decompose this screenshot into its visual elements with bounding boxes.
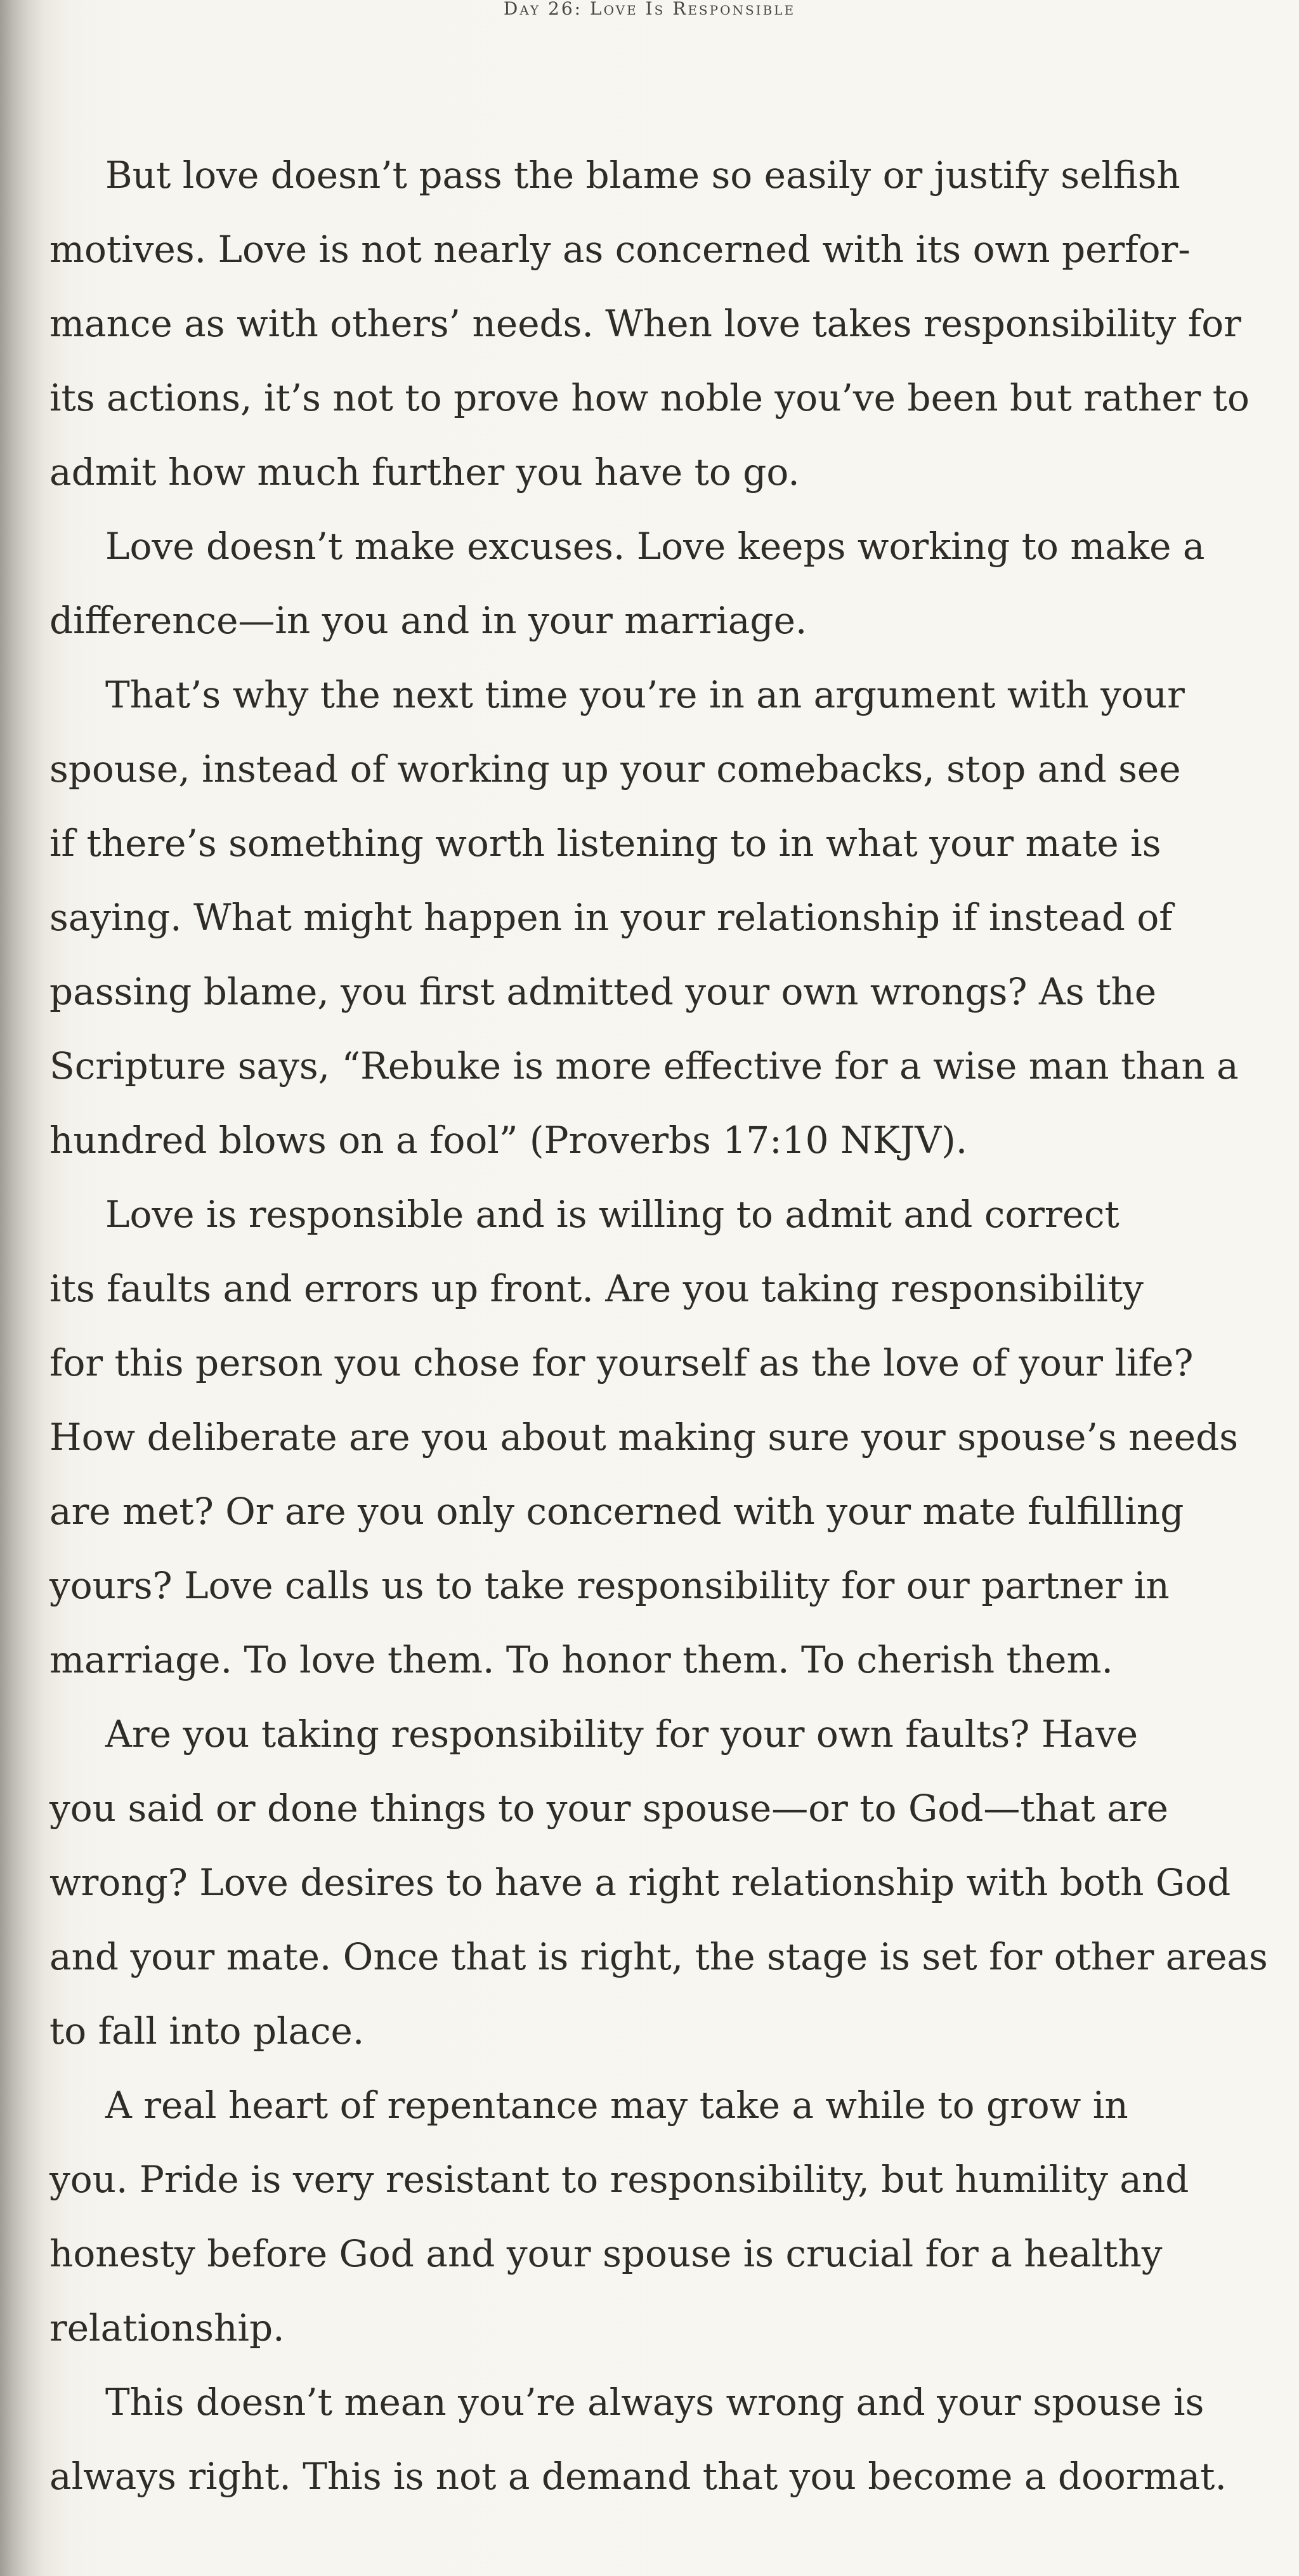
text-line: honesty before God and your spouse is crucial for a healthy <box>49 2232 1163 2275</box>
text-line: yours? Love calls us to take responsibility for our partner in <box>49 1564 1170 1607</box>
text-line: its actions, it’s not to prove how noble you’ve been but rather to <box>49 376 1250 419</box>
text-line: A real heart of repentance may take a while to grow in <box>105 2084 1128 2127</box>
text-line: are met? Or are you only concerned with your mate fulfilling <box>49 1490 1184 1533</box>
text-line: difference—in you and in your marriage. <box>49 599 807 642</box>
text-line: Are you taking responsibility for your own faults? Have <box>105 1712 1139 1756</box>
text-line: admit how much further you have to go. <box>49 450 800 494</box>
text-line: marriage. To love them. To honor them. To cherish them. <box>49 1638 1113 1681</box>
text-line: for this person you chose for yourself as the love of your life? <box>49 1341 1194 1384</box>
text-line: and your mate. Once that is right, the stage is set for other areas <box>49 1935 1268 1978</box>
text-line: passing blame, you first admitted your own wrongs? As the <box>49 970 1157 1013</box>
running-header: Day 26: Love Is Responsible <box>503 0 796 19</box>
text-line: Scripture says, “Rebuke is more effective for a wise man than a <box>49 1044 1239 1088</box>
text-line: That’s why the next time you’re in an argument with your <box>105 673 1185 716</box>
text-line: you. Pride is very resistant to responsibility, but humility and <box>49 2158 1189 2201</box>
text-line: always right. This is not a demand that you become a doormat. <box>49 2455 1227 2498</box>
text-line: you said or done things to your spouse—or to God—that are <box>49 1787 1168 1830</box>
text-line: its faults and errors up front. Are you taking responsibility <box>49 1267 1144 1310</box>
text-line: Love is responsible and is willing to admit and correct <box>105 1193 1119 1236</box>
text-line: mance as with others’ needs. When love takes responsibility for <box>49 302 1241 345</box>
text-line: spouse, instead of working up your comebacks, stop and see <box>49 747 1181 791</box>
body-text <box>49 138 1268 2514</box>
text-line: relationship. <box>49 2306 285 2349</box>
text-line: How deliberate are you about making sure your spouse’s needs <box>49 1416 1239 1459</box>
text-line: if there’s something worth listening to in what your mate is <box>49 822 1161 865</box>
text-line: wrong? Love desires to have a right relationship with both God <box>49 1861 1231 1904</box>
text-line: to fall into place. <box>49 2009 365 2053</box>
text-line: But love doesn’t pass the blame so easily or justify selfish <box>105 154 1180 197</box>
text-line: hundred blows on a fool” (Proverbs 17:10 NKJV). <box>49 1119 968 1162</box>
text-line: This doesn’t mean you’re always wrong and your spouse is <box>105 2381 1204 2424</box>
text-line: Love doesn’t make excuses. Love keeps working to make a <box>105 525 1205 568</box>
text-line: motives. Love is not nearly as concerned with its own perfor- <box>49 228 1191 271</box>
text-line: saying. What might happen in your relationship if instead of <box>49 896 1173 939</box>
